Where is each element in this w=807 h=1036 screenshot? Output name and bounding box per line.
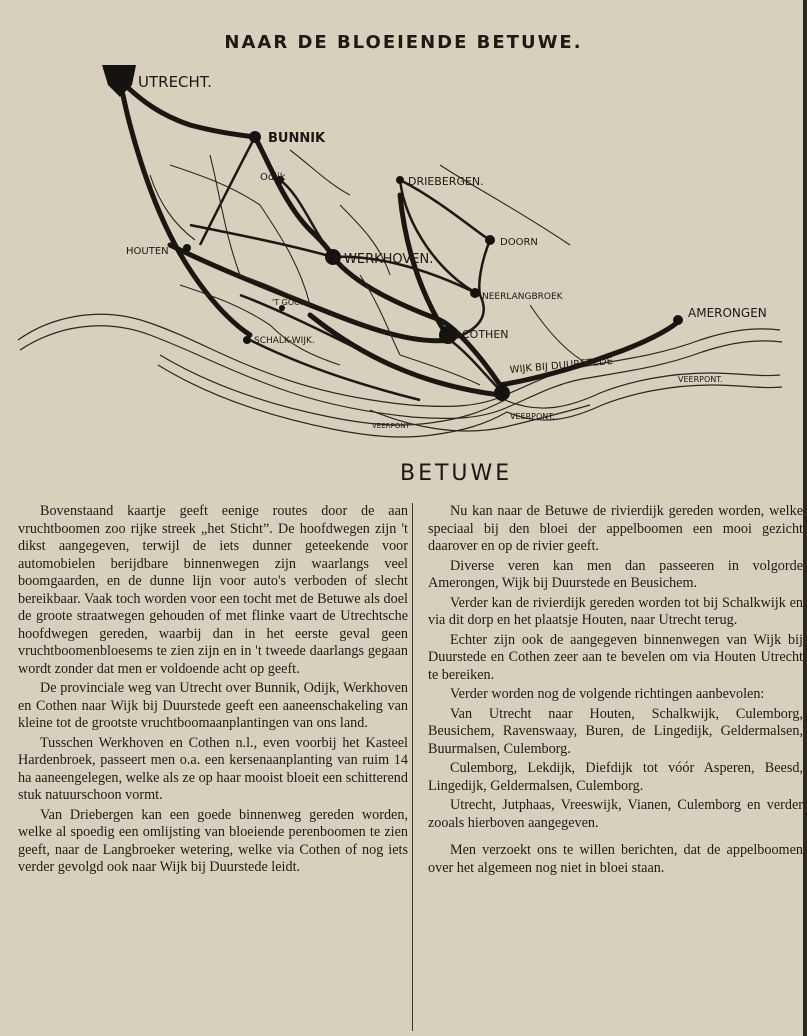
label-houten: HOUTEN [126, 246, 169, 257]
label-tgooi: 'T GOOI [272, 298, 303, 307]
river-lek [18, 314, 782, 437]
paragraph: Verder worden nog de volgende richtingen aanbevolen: [450, 686, 765, 702]
label-veerpont-left: VEERPONT [372, 422, 410, 430]
label-doorn: DOORN [500, 237, 538, 248]
label-veerpont-right: VEERPONT. [678, 375, 723, 384]
paragraph: Men verzoekt ons te willen berichten, dat de appelboomen over het algemeen nog niet in bloei staan. [428, 842, 803, 876]
article-headline: NAAR DE BLOEIENDE BETUWE. [224, 32, 583, 53]
paragraph: Utrecht, Jutphaas, Vreeswijk, Vianen, Culemborg en verder zooals hierboven aangegeven. [428, 797, 803, 831]
label-veerpont-center: VEERPONT. [510, 412, 555, 421]
paragraph: De provinciale weg van Utrecht over Bunnik, Odijk, Werkhoven en Cothen naar Wijk bij Duurstede geeft een aaneenschakeling van kleine tot de grootste vruchtboomaanplantingen van ons land. [18, 680, 408, 731]
label-utrecht: UTRECHT. [138, 73, 212, 91]
column-divider [412, 503, 413, 1031]
label-odijk: Odijk [260, 172, 286, 183]
label-amerongen: AMERONGEN [688, 306, 767, 320]
paragraph: Bovenstaand kaartje geeft eenige routes door de aan vruchtboomen zoo rijke streek „het Sticht”. De hoofdwegen zijn 't dikst aangegeven, terwijl de iets dunner geteekende voor automobielen berijdbare binnenwegen zijn waarlangs veel boomgaarden, en de dunne lijn voor auto's verboden of slecht bereikbaar. Vaak toch worden voor een tocht met de Betuwe als doel de groote straatwegen gehouden of met flinke vaart de Utrechtsche hoofdwegen gereden, waarbij dan in het eerste geval geen vruchtboomenbloesems te zien zijn en in 't tweede daarlangs gegaan wordt zonder dat men er voldoende acht op geeft. [18, 503, 408, 677]
map-region-title: BETUWE [400, 461, 513, 486]
label-schalkwijk: SCHALK-WIJK. [254, 336, 315, 346]
label-werkhoven: WERKHOVEN. [344, 252, 434, 267]
left-column [18, 503, 408, 877]
route-map [10, 55, 800, 495]
paragraph: Tusschen Werkhoven en Cothen n.l., even voorbij het Kasteel Hardenbroek, passeert men o.a. een kersenaanplanting van ruim 14 ha aaneengelegen, welke als ze op haar mooist bloeit een schitterend stuk natuurschoon vormt. [18, 734, 408, 803]
paragraph: Verder kan de rivierdijk gereden worden tot bij Schalkwijk en via dit dorp en het plaatsje Houten, naar Utrecht terug. [428, 594, 803, 628]
paragraph: Diverse veren kan men dan passeeren in volgorde Amerongen, Wijk bij Duurstede en Beusichem. [428, 557, 803, 591]
label-driebergen: DRIEBERGEN. [408, 175, 484, 188]
right-column [428, 503, 803, 877]
label-bunnik: BUNNIK [268, 131, 326, 146]
label-neerlangbroek: NEERLANGBROEK [482, 292, 563, 302]
article-columns [6, 503, 806, 1033]
label-cothen: COTHEN [462, 328, 509, 341]
paragraph: Culemborg, Lekdijk, Diefdijk tot vóór Asperen, Beesd, Lingedijk, Geldermalsen, Culemborg. [428, 760, 803, 794]
paragraph: Echter zijn ook de aangegeven binnenwegen van Wijk bij Duurstede en Cothen zeer aan te bevelen om via Houten Utrecht te bereiken. [428, 631, 803, 683]
label-wijk-bij-duurstede: WIJK BIJ DUURSTEDE [509, 356, 614, 376]
paragraph: Van Utrecht naar Houten, Schalkwijk, Culemborg, Beusichem, Ravenswaay, Buren, de Lingedijk, Geldermalsen, Buurmalsen, Culemborg. [428, 705, 803, 757]
route-map-drawing [10, 55, 800, 495]
paragraph: Nu kan naar de Betuwe de rivierdijk gereden worden, welke speciaal bij den bloei der appelboomen een mooi gezicht daarover en op de rivier geeft. [428, 503, 803, 554]
paragraph: Van Driebergen kan een goede binnenweg gereden worden, welke al spoedig een omlijsting van bloeiende perenboomen te zien geeft, naar de Langbroeker wetering, welke via Cothen of nog iets verder gevolgd ook naar Wijk bij Duurstede leidt. [18, 806, 408, 875]
